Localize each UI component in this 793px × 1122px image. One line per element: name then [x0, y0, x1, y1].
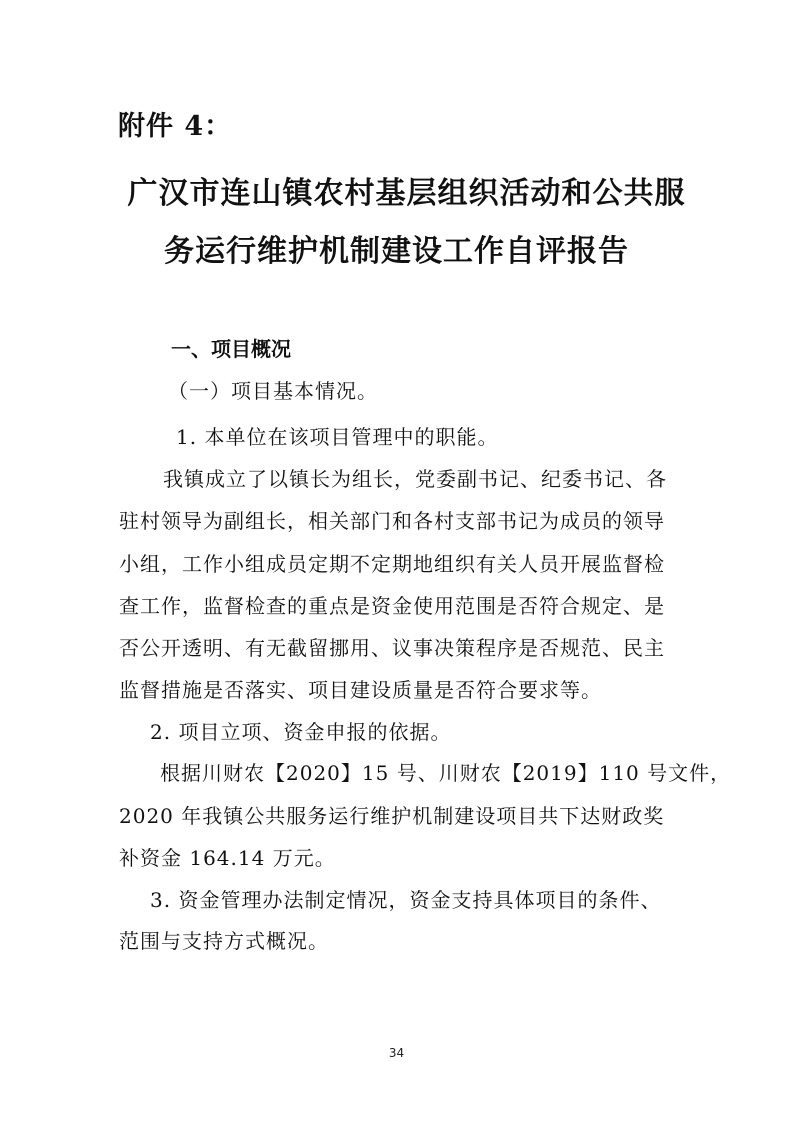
item-1-body-line: 驻村领导为副组长，相关部门和各村支部书记为成员的领导: [119, 509, 665, 533]
section-heading-project-overview: 一、项目概况: [171, 337, 291, 361]
item-3-heading-line: 3. 资金管理办法制定情况，资金支持具体项目的条件、: [150, 888, 662, 912]
document-title-line-2: 务运行维护机制建设工作自评报告: [164, 234, 629, 269]
item-2-body-line: 2020 年我镇公共服务运行维护机制建设项目共下达财政奖: [119, 804, 665, 828]
document-title-line-1: 广汉市连山镇农村基层组织活动和公共服: [127, 176, 686, 211]
page-number: 34: [388, 1046, 405, 1060]
item-2-body-line: 根据川财农【2020】15 号、川财农【2019】110 号文件，: [160, 761, 732, 785]
item-1-body-line: 我镇成立了以镇长为组长，党委副书记、纪委书记、各: [163, 467, 667, 491]
subheading-basic-info: （一）项目基本情况。: [168, 379, 378, 403]
item-2-heading: 2. 项目立项、资金申报的依据。: [150, 720, 452, 744]
attachment-label: 附件 4：: [118, 111, 233, 142]
item-1-body-line: 监督措施是否落实、项目建设质量是否符合要求等。: [119, 678, 602, 702]
item-1-heading: 1. 本单位在该项目管理中的职能。: [176, 425, 499, 449]
item-3-heading-line: 范围与支持方式概况。: [119, 929, 329, 953]
item-1-body-line: 否公开透明、有无截留挪用、议事决策程序是否规范、民主: [119, 636, 665, 660]
item-1-body-line: 小组，工作小组成员定期不定期地组织有关人员开展监督检: [119, 552, 665, 576]
item-2-body-line: 补资金 164.14 万元。: [119, 846, 336, 870]
item-1-body-line: 查工作，监督检查的重点是资金使用范围是否符合规定、是: [119, 594, 665, 618]
